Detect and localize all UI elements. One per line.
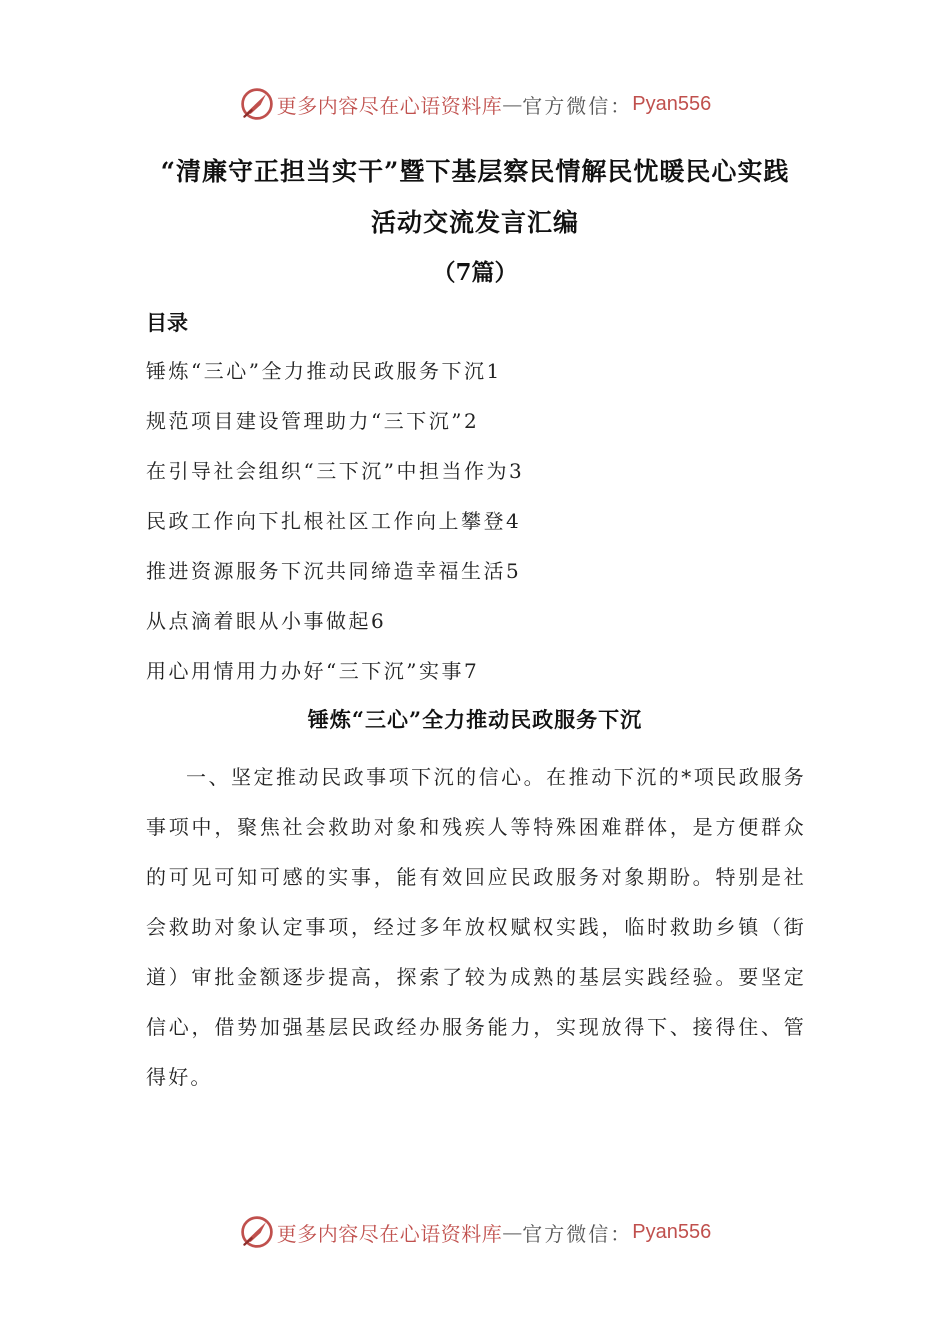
watermark-wechat-label: 官方微信： [522, 1221, 633, 1246]
quill-logo-icon [239, 1214, 275, 1250]
watermark-wechat-id: Pyan556 [632, 1220, 712, 1243]
section-title: 锤炼“三心”全力推动民政服务下沉 [307, 707, 643, 732]
watermark-dash: — [502, 1220, 523, 1244]
document-title-line-1: “清廉守正担当实干”暨下基层察民情解民忧暖民心实践 [160, 157, 790, 186]
toc-item[interactable]: 推进资源服务下沉共同缔造幸福生活5 [146, 559, 522, 583]
watermark-brand-text: 更多内容尽在心语资料库 [276, 1221, 503, 1246]
toc-item[interactable]: 从点滴着眼从小事做起6 [146, 609, 387, 633]
watermark-dash: — [502, 92, 523, 116]
quill-logo-icon [239, 86, 275, 122]
toc-item[interactable]: 规范项目建设管理助力“三下沉”2 [146, 409, 480, 433]
footer-watermark-banner [0, 1212, 950, 1252]
toc-heading: 目录 [146, 310, 188, 335]
document-title-line-2: 活动交流发言汇编 [370, 208, 579, 237]
toc-item[interactable]: 锤炼“三心”全力推动民政服务下沉1 [146, 359, 502, 383]
body-paragraph: 一、坚定推动民政事项下沉的信心。在推动下沉的*项民政服务事项中，聚焦社会救助对象和残疾人等特殊困难群体，是方便群众的可见可知可感的实事，能有效回应民政服务对象期盼。特别是社会救助对象认定事项，经过多年放权赋权实践，临时救助乡镇（街道）审批金额逐步提高，探索了较为成熟的基层实践经验。要坚定信心，借势加强基层民政经办服务能力，实现放得下、接得住、管得好。 [146, 765, 806, 1089]
table-of-contents [146, 356, 524, 706]
watermark-brand-text: 更多内容尽在心语资料库 [276, 93, 503, 118]
toc-item[interactable]: 民政工作向下扎根社区工作向上攀登4 [146, 509, 522, 533]
watermark-wechat-id: Pyan556 [632, 92, 712, 115]
toc-item[interactable]: 用心用情用力办好“三下沉”实事7 [146, 659, 480, 683]
toc-item[interactable]: 在引导社会组织“三下沉”中担当作为3 [146, 459, 525, 483]
header-watermark-banner [0, 84, 950, 124]
document-count: （7篇） [432, 259, 518, 286]
watermark-wechat-label: 官方微信： [522, 93, 633, 118]
